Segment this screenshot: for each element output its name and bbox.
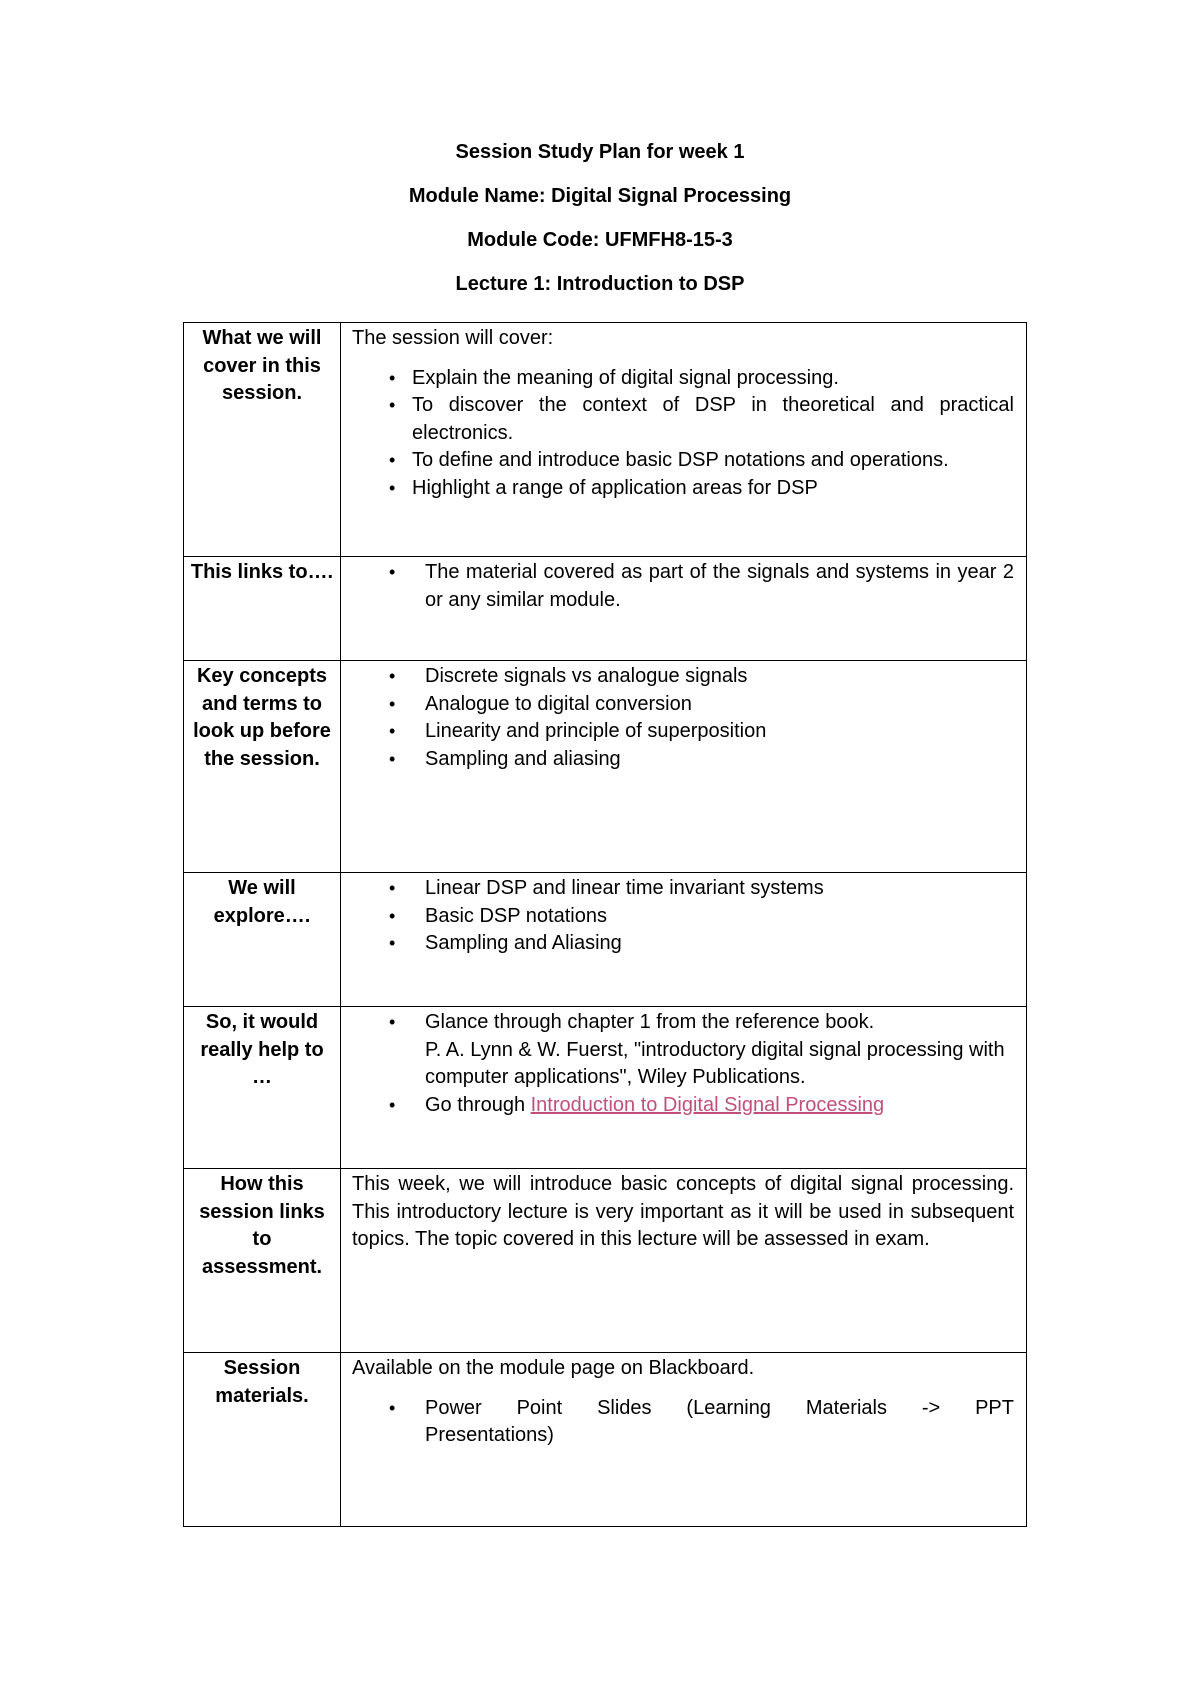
row-label-concepts: Key concepts and terms to look up before the session. xyxy=(184,661,341,873)
bullet-icon: • xyxy=(389,693,396,714)
cover-intro: The session will cover: xyxy=(352,327,554,349)
help-list xyxy=(352,1009,1014,1119)
list-item: • The material covered as part of the signals and systems in year 2 or any similar module. xyxy=(389,561,1014,611)
row-label-explore: We will explore…. xyxy=(184,873,341,1007)
table-row xyxy=(184,873,1027,1007)
study-plan-table xyxy=(183,322,1027,1527)
row-label-links: This links to…. xyxy=(184,557,341,661)
bullet-icon: • xyxy=(389,721,396,741)
help-item-prefix: Go through xyxy=(425,1093,531,1116)
row-label-cover: What we will cover in this session. xyxy=(184,323,341,557)
materials-intro: Available on the module page on Blackboard. xyxy=(352,1357,755,1379)
table-row xyxy=(184,323,1027,557)
bullet-icon: • xyxy=(389,562,396,582)
help-item-line1: Glance through chapter 1 from the reference book. xyxy=(425,1011,875,1033)
row-content-materials xyxy=(341,1353,1027,1527)
list-item: • Basic DSP notations xyxy=(352,903,1014,931)
list-item: • To define and introduce basic DSP notations and operations. xyxy=(352,447,1014,475)
bullet-icon: • xyxy=(389,666,396,686)
row-content-links xyxy=(341,557,1027,661)
row-content-explore xyxy=(341,873,1027,1007)
bullet-icon: • xyxy=(389,1012,396,1032)
bullet-icon: • xyxy=(389,1094,396,1115)
row-content-concepts xyxy=(341,661,1027,873)
row-label-materials: Session materials. xyxy=(184,1353,341,1527)
row-label-assessment: How this session links to assessment. xyxy=(184,1169,341,1353)
row-label-help: So, it would really help to … xyxy=(184,1007,341,1169)
materials-list xyxy=(352,1395,1014,1450)
bullet-icon: • xyxy=(389,477,396,498)
list-item: • To discover the context of DSP in theoretical and practical electronics. xyxy=(389,394,1014,444)
list-item: • Linearity and principle of superposition xyxy=(352,718,1014,746)
table-row xyxy=(184,1007,1027,1169)
module-code: Module Code: UFMFH8-15-3 xyxy=(467,229,733,251)
bullet-icon: • xyxy=(389,905,396,926)
dsp-intro-link[interactable]: Introduction to Digital Signal Processing xyxy=(530,1093,885,1116)
row-content-cover xyxy=(341,323,1027,557)
explore-list xyxy=(352,875,1014,958)
module-name: Module Name: Digital Signal Processing xyxy=(408,185,792,207)
list-item: • Analogue to digital conversion xyxy=(352,691,1014,719)
list-item: • Power Point Slides (Learning Materials -> PPT Presentations) xyxy=(389,1396,1014,1446)
reference-citation: P. A. Lynn & W. Fuerst, "introductory digital signal processing with computer applications", Wiley Publications. xyxy=(425,1038,1005,1088)
table-row xyxy=(184,1169,1027,1353)
list-item xyxy=(352,1092,1014,1120)
links-list xyxy=(352,559,1014,614)
row-content-assessment: This week, we will introduce basic concepts of digital signal processing. This introductory lecture is very important as it will be used in subsequent topics. The topic covered in this lecture will be assessed in exam. xyxy=(341,1169,1027,1353)
lecture-title: Lecture 1: Introduction to DSP xyxy=(455,273,745,295)
table-row xyxy=(184,661,1027,873)
bullet-icon: • xyxy=(389,748,396,769)
bullet-icon: • xyxy=(389,1397,396,1418)
list-item: • Explain the meaning of digital signal processing. xyxy=(352,365,1014,393)
bullet-icon: • xyxy=(389,367,396,388)
bullet-icon: • xyxy=(389,933,396,953)
bullet-icon: • xyxy=(389,450,396,470)
list-item: • Linear DSP and linear time invariant systems xyxy=(352,875,1014,903)
list-item: • Highlight a range of application areas for DSP xyxy=(352,475,1014,503)
document-header xyxy=(0,140,1200,316)
list-item: • Sampling and Aliasing xyxy=(352,930,1014,958)
row-content-help xyxy=(341,1007,1027,1169)
table-row xyxy=(184,1353,1027,1527)
bullet-icon: • xyxy=(389,878,396,898)
cover-list xyxy=(352,365,1014,503)
table-row xyxy=(184,557,1027,661)
bullet-icon: • xyxy=(389,395,396,415)
list-item: • Discrete signals vs analogue signals xyxy=(352,663,1014,691)
page-title: Session Study Plan for week 1 xyxy=(455,141,745,163)
list-item xyxy=(352,1009,1014,1092)
list-item: • Sampling and aliasing xyxy=(352,746,1014,774)
concepts-list xyxy=(352,663,1014,773)
